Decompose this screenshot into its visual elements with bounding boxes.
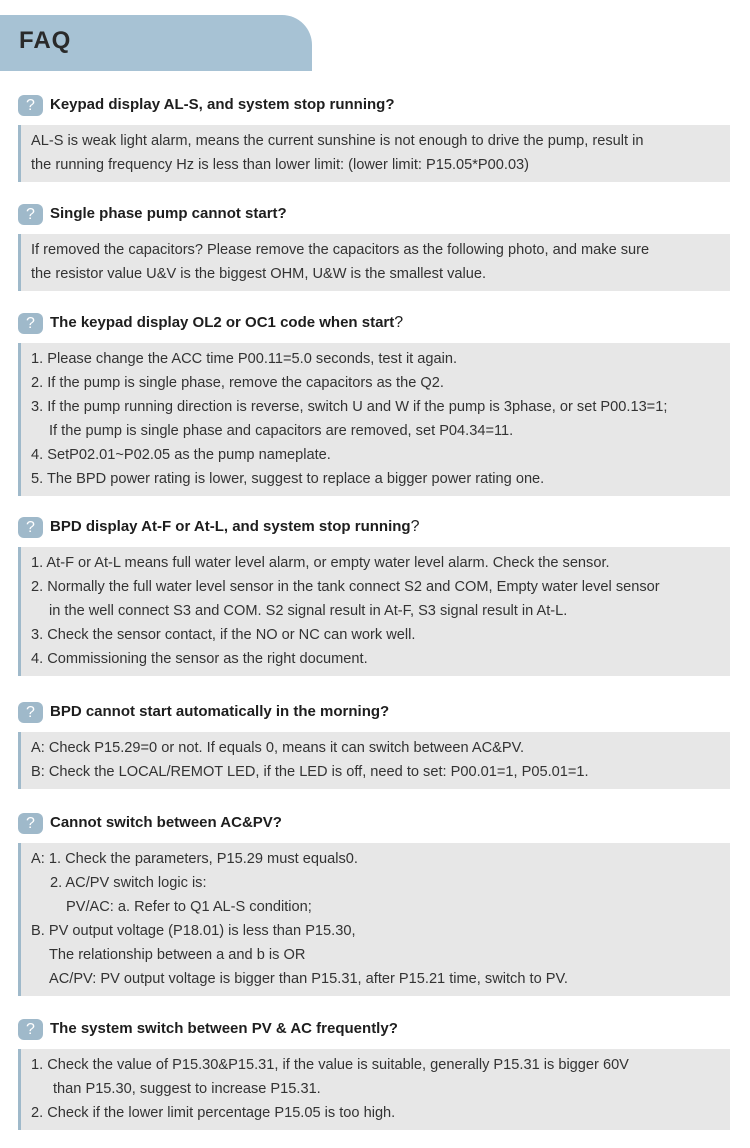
- faq-answer-line: 2. AC/PV switch logic is:: [50, 875, 207, 891]
- faq-item: [18, 517, 730, 676]
- faq-item: [18, 313, 730, 496]
- question-mark-icon: ?: [18, 813, 43, 834]
- faq-question: The keypad display OL2 or OC1 code when start?: [50, 314, 404, 331]
- faq-answer-line: AL-S is weak light alarm, means the current sunshine is not enough to drive the pump, result in: [31, 133, 644, 149]
- faq-answer: [18, 547, 730, 676]
- faq-answer: [18, 234, 730, 291]
- faq-answer-line: B. PV output voltage (P18.01) is less than P15.30,: [31, 923, 356, 939]
- faq-question-row: [18, 813, 730, 835]
- faq-answer-line: 3. If the pump running direction is reverse, switch U and W if the pump is 3phase, or set P00.13=1;: [31, 399, 668, 415]
- faq-question-row: [18, 204, 730, 226]
- faq-answer-line: A: 1. Check the parameters, P15.29 must equals0.: [31, 851, 358, 867]
- question-mark-icon: ?: [18, 517, 43, 538]
- faq-answer: [18, 843, 730, 996]
- faq-answer-line: 2. Normally the full water level sensor in the tank connect S2 and COM, Empty water level sensor: [31, 579, 660, 595]
- faq-answer-line: If removed the capacitors? Please remove the capacitors as the following photo, and make sure: [31, 242, 650, 258]
- faq-question-row: [18, 1019, 730, 1041]
- faq-answer-line: the running frequency Hz is less than lower limit: (lower limit: P15.05*P00.03): [31, 157, 530, 173]
- faq-answer-line: than P15.30, suggest to increase P15.31.: [53, 1081, 321, 1097]
- faq-answer-line: If the pump is single phase and capacitors are removed, set P04.34=11.: [49, 423, 514, 439]
- faq-answer-line: 3. Check the sensor contact, if the NO or NC can work well.: [31, 627, 416, 643]
- faq-question: The system switch between PV & AC frequently?: [50, 1020, 398, 1037]
- faq-answer: [18, 343, 730, 496]
- faq-answer: [18, 732, 730, 789]
- faq-question: Keypad display AL-S, and system stop running?: [50, 96, 395, 113]
- page-title: FAQ: [19, 27, 72, 54]
- faq-answer-line: B: Check the LOCAL/REMOT LED, if the LED is off, need to set: P00.01=1, P05.01=1.: [31, 764, 589, 780]
- faq-question-row: [18, 313, 730, 335]
- faq-item: [18, 702, 730, 789]
- faq-item: [18, 204, 730, 291]
- faq-item: [18, 95, 730, 182]
- faq-header-banner: [0, 15, 312, 71]
- faq-question-row: [18, 95, 730, 117]
- faq-answer-line: 1. Please change the ACC time P00.11=5.0 seconds, test it again.: [31, 351, 458, 367]
- faq-answer-line: 5. The BPD power rating is lower, suggest to replace a bigger power rating one.: [31, 471, 545, 487]
- faq-item: [18, 1019, 730, 1130]
- faq-answer-line: 1. Check the value of P15.30&P15.31, if the value is suitable, generally P15.31 is bigger 60V: [31, 1057, 629, 1073]
- faq-answer-line: the resistor value U&V is the biggest OHM, U&W is the smallest value.: [31, 266, 487, 282]
- faq-question-row: [18, 702, 730, 724]
- faq-answer-line: AC/PV: PV output voltage is bigger than P15.31, after P15.21 time, switch to PV.: [49, 971, 568, 987]
- faq-answer-line: A: Check P15.29=0 or not. If equals 0, means it can switch between AC&PV.: [31, 740, 525, 756]
- faq-question: BPD display At-F or At-L, and system stop running?: [50, 518, 420, 535]
- faq-answer-line: 4. SetP02.01~P02.05 as the pump nameplate.: [31, 447, 331, 463]
- faq-answer: [18, 1049, 730, 1130]
- faq-answer-line: PV/AC: a. Refer to Q1 AL-S condition;: [66, 899, 312, 915]
- faq-question: BPD cannot start automatically in the morning?: [50, 703, 390, 720]
- faq-answer-line: 1. At-F or At-L means full water level alarm, or empty water level alarm. Check the sensor.: [31, 555, 610, 571]
- faq-answer-line: in the well connect S3 and COM. S2 signal result in At-F, S3 signal result in At-L.: [49, 603, 568, 619]
- faq-answer: [18, 125, 730, 182]
- question-mark-icon: ?: [18, 95, 43, 116]
- faq-question: Cannot switch between AC&PV?: [50, 814, 282, 831]
- question-mark-icon: ?: [18, 313, 43, 334]
- faq-answer-line: 4. Commissioning the sensor as the right document.: [31, 651, 368, 667]
- faq-answer-line: 2. If the pump is single phase, remove the capacitors as the Q2.: [31, 375, 444, 391]
- faq-item: [18, 813, 730, 996]
- faq-question: Single phase pump cannot start?: [50, 205, 287, 222]
- question-mark-icon: ?: [18, 702, 43, 723]
- faq-question-row: [18, 517, 730, 539]
- question-mark-icon: ?: [18, 1019, 43, 1040]
- faq-answer-line: 2. Check if the lower limit percentage P15.05 is too high.: [31, 1105, 396, 1121]
- faq-answer-line: The relationship between a and b is OR: [49, 947, 306, 963]
- question-mark-icon: ?: [18, 204, 43, 225]
